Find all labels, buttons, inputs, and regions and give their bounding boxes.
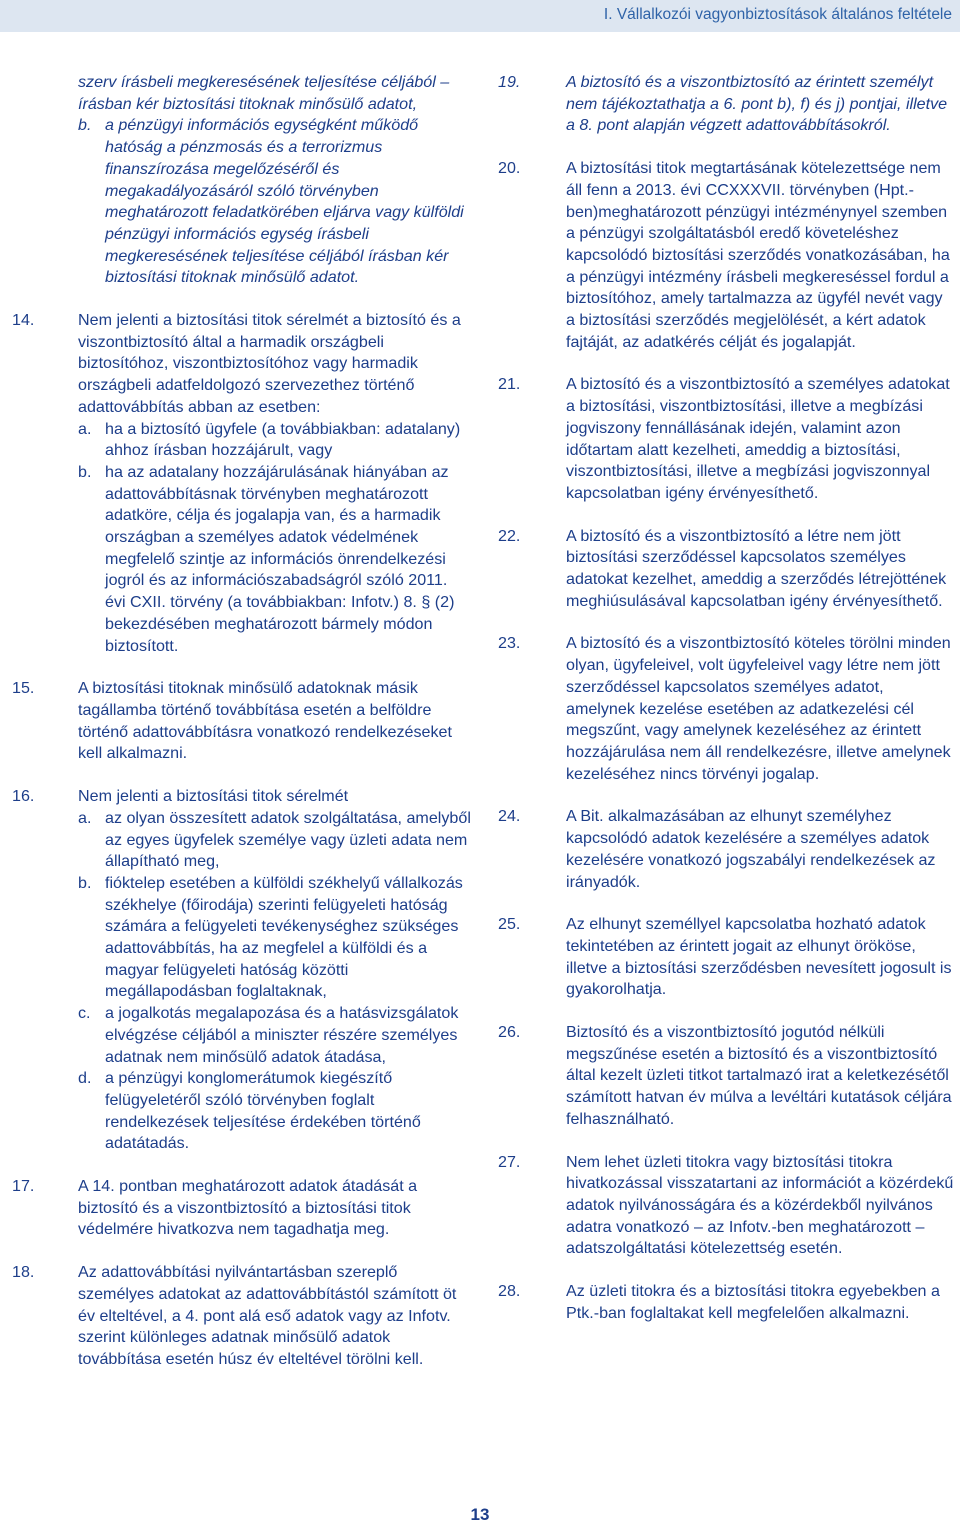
sub-letter: b. [78,462,92,481]
sub-item [78,115,472,289]
document-title: I. Vállalkozói vagyonbiztosítások általános feltétele [603,6,952,23]
paragraph-text: A biztosító és a viszontbiztosító a létre nem jött biztosítási szerződéssel kapcsolatos személyes adatokat kezelhet, ameddig a szerződés létrejöttének meghiúsulásával kapcsolatban igény érvényesíthető. [566,526,947,610]
paragraph-number: 21. [498,375,521,394]
paragraph-14 [12,310,472,657]
paragraph-text: Biztosító és a viszontbiztosító jogutód nélküli megszűnése esetén a biztosító és a viszontbiztosító által kezelt üzleti titkot tartalmazó irat a keletkezésétől számított hatvan év múlva a levéltári kutatások céljára felhasználható. [566,1023,952,1128]
sub-item [78,462,472,657]
paragraph-number: 24. [498,807,521,826]
sub-text: ha a biztosító ügyfele (a továbbiakban: adatalany) ahhoz írásban hozzájárult, vagy [105,419,461,460]
paragraph-text: Nem lehet üzleti titokra vagy biztosítási titokra hivatkozással visszatartani az információt a közérdekű adatok nyilvánosságára és a közérdekből nyilvános adatra vonatkozó – az Infotv.-ben meghatározott – adatszolgáltatási kötelezettség esetén. [566,1152,954,1258]
sub-letter: b. [78,116,92,135]
paragraph-number: 26. [498,1023,521,1042]
paragraph-28 [498,1281,954,1324]
paragraph-24 [498,806,954,893]
sub-letter: a. [78,808,92,827]
paragraph-25 [498,914,954,1001]
sub-item [78,419,472,462]
paragraph-22 [498,526,954,613]
paragraph-number: 15. [12,679,35,698]
paragraph-number: 19. [498,73,521,91]
paragraph-number: 27. [498,1152,521,1171]
sub-text: a pénzügyi konglomerátumok kiegészítő felügyeletéről szóló törvényben foglalt rendelkezések teljesítése érdekében történő adatátadás. [105,1069,421,1153]
paragraph-20 [498,158,954,353]
paragraph-23 [498,633,954,785]
paragraph-21 [498,374,954,504]
paragraph-text: A biztosító és a viszontbiztosító a személyes adatokat a biztosítási, viszontbiztosítási, illetve a megbízási jogviszony fennállásának idején, valamint azon időtartam alatt kezelheti, ameddig a biztosítási, viszontbiztosítási, illetve a megbízási jogviszonnyal kapcsolatban igény érvényesíthető. [566,375,950,502]
paragraph-number: 17. [12,1177,35,1196]
paragraph-text: Az elhunyt személlyel kapcsolatba hozható adatok tekintetében az érintett jogait az elhunyt örököse, illetve a biztosítási szerződésben nevesített jogosult is gyakorolhatja. [566,915,952,999]
continuation-a [12,72,472,115]
paragraph-number: 16. [12,787,35,806]
sub-letter: b. [78,873,92,892]
paragraph-text: A Bit. alkalmazásában az elhunyt személyhez kapcsolódó adatok kezelésére a személyes adatok kezelésére vonatkozó jogszabályi rendelkezések az irányadók. [566,807,936,891]
page-number: 13 [470,1505,490,1524]
continuation-b-text: a pénzügyi információs egységként működő hatóság a pénzmosás és a terrorizmus finanszírozása megelőzéséről és megakadályozásáról szóló törvényben meghatározott feladatkörében eljárva vagy külföldi pénzügyi információs egység írásbeli megkeresésének teljesítése céljából írásban kér biztosítási titoknak minősülő adatot. [105,116,464,287]
paragraph-text: Nem jelenti a biztosítási titok sérelmét a biztosító és a viszontbiztosító által a harmadik országbeli biztosítóhoz, viszontbiztosítóhoz vagy harmadik országbeli adatfeldolgozó szervezethez történő adattovábbítás abban az esetben: [78,311,461,416]
sub-letter: c. [78,1004,91,1023]
paragraph-text: A biztosítási titok megtartásának kötelezettsége nem áll fenn a 2013. évi CCXXXVII. törvényben (Hpt.-ben)meghatározott pénzügyi intézménynyel szemben a pénzügyi szolgáltatásból eredő követeléshez kapcsolódó biztosítási szerződés vonatkozásában, ha a pénzügyi intézmény írásbeli megkereséssel fordul a biztosítóhoz, amely tartalmazza az ügyfél nevét vagy a biztosítási szerződés megjelölését, a kért adatok fajtáját, az adatkérés célját és jogalapját. [566,159,950,351]
sub-text: a jogalkotás megalapozása és a hatásvizsgálatok elvégzése céljából a miniszter részére személyes adatnak nem minősülő adatok átadása, [105,1004,459,1066]
paragraph-text: A biztosítási titoknak minősülő adatoknak másik tagállamba történő továbbítása esetén a belföldre történő adattovábbításra vonatkozó rendelkezéseket kell alkalmazni. [78,679,452,763]
sub-text: ha az adatalany hozzájárulásának hiányában az adattovábbításnak törvényben meghatározott adatköre, célja és jogalapja van, és a harmadik országban a személyes adatok védelmének megfelelő szintje az információs önrendelkezési jogról és az információszabadságról szóló 2011. évi CXII. törvény (a továbbiakban: Infotv.) 8. § (2) bekezdésében meghatározott bármely módon biztosított. [105,462,455,655]
paragraph-text: A biztosító és a viszontbiztosító köteles törölni minden olyan, ügyfeleivel, volt ügyfeleivel vagy létre nem jött szerződéssel kapcsolatos személyes adatot, amelynek kezelése esetében az adatkezelési cél megszűnt, vagy amelynek kezeléséhez az érintett hozzájárulása nem áll rendelkezésre, illetve amelynek kezeléséhez nincs törvényi jogalap. [566,634,951,783]
paragraph-number: 23. [498,634,521,653]
paragraph-16 [12,786,472,1155]
sub-item [78,1068,472,1155]
paragraph-18 [12,1262,472,1371]
sub-item [78,808,472,873]
continuation-a-text: szerv írásbeli megkeresésének teljesítése céljából – írásban kér biztosítási titoknak minősülő adatot, [78,73,450,113]
paragraph-19 [498,72,954,137]
header-bar [0,0,960,32]
paragraph-text: Az adattovábbítási nyilvántartásban szereplő személyes adatokat az adattovábbítástól számított öt év elteltével, a 4. pont alá eső adatok vagy az Infotv. szerint különleges adatnak minősülő adatok továbbítása esetén húsz év elteltével törölni kell. [78,1263,457,1368]
paragraph-15 [12,678,472,765]
paragraph-text: A biztosító és a viszontbiztosító az érintett személyt nem tájékoztathatja a 6. pont b), f) és j) pontjai, illetve a 8. pont alapján végzett adattovábbításokról. [566,73,948,135]
paragraph-number: 25. [498,915,521,934]
paragraph-number: 22. [498,526,521,545]
paragraph-number: 20. [498,159,521,178]
sub-letter: a. [78,419,92,438]
paragraph-27 [498,1152,954,1261]
sub-text: fióktelep esetében a külföldi székhelyű vállalkozás székhelye (főirodája) szerinti felügyeleti hatóság számára a felügyeleti tevékenységhez szükséges adattovábbítás, ha az megfelel a külföldi és a magyar felügyeleti hatóság közötti megállapodásban foglaltaknak, [105,873,463,1001]
continuation-b [12,115,472,289]
paragraph-number: 18. [12,1263,35,1282]
paragraph-text: Nem jelenti a biztosítási titok sérelmét [78,787,349,806]
paragraph-number: 28. [498,1282,521,1301]
paragraph-26 [498,1022,954,1131]
paragraph-number: 14. [12,311,35,330]
paragraph-text: A 14. pontban meghatározott adatok átadását a biztosító és a viszontbiztosító a biztosítási titok védelmére hivatkozva nem tagadhatja meg. [78,1177,418,1239]
paragraph-17 [12,1176,472,1241]
sub-item [78,873,472,1003]
right-column [498,72,954,1324]
sub-item [78,1003,472,1068]
paragraph-text: Az üzleti titokra és a biztosítási titokra egyebekben a Ptk.-ban foglaltakat kell megfelelően alkalmazni. [566,1282,940,1322]
left-column [12,72,472,1371]
sub-text: az olyan összesített adatok szolgáltatása, amelyből az egyes ügyfelek személye vagy üzleti adata nem állapítható meg, [105,808,471,871]
sub-letter: d. [78,1069,92,1088]
